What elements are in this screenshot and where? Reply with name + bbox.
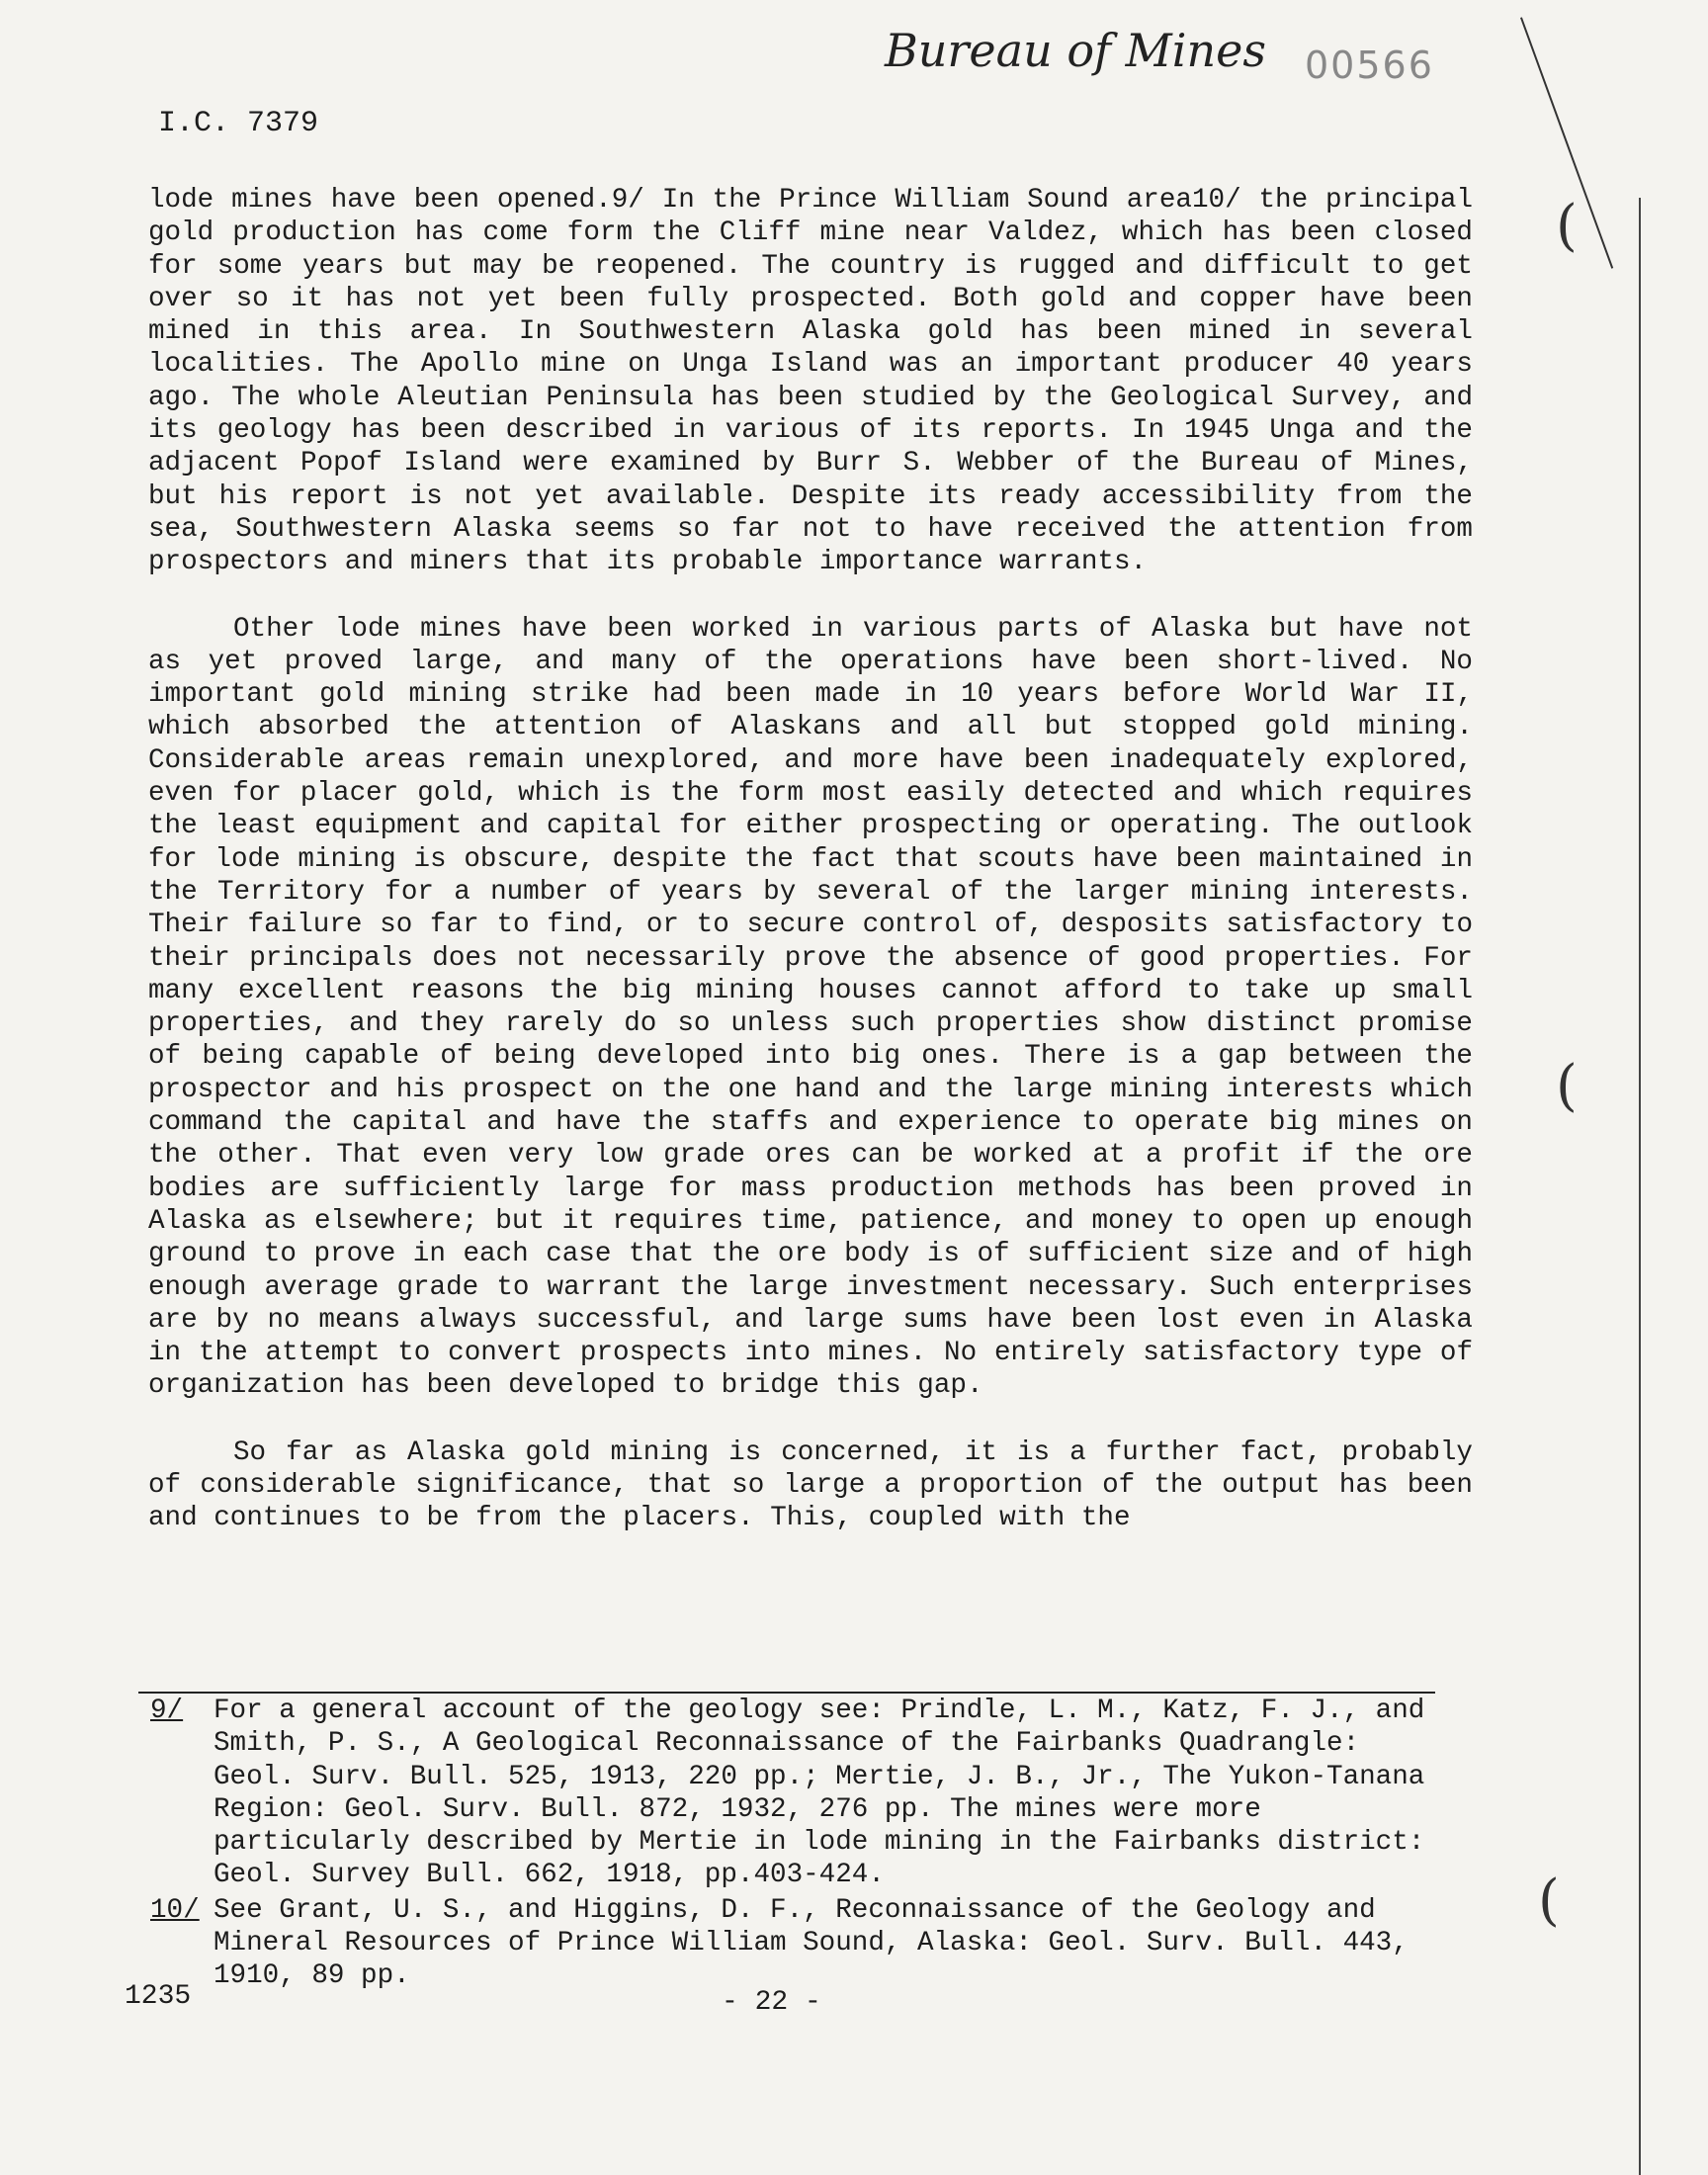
footnote-divider [138,1692,1435,1694]
footnote [128,1894,1443,1993]
paragraph: lode mines have been opened.9/ In the Prince William Sound area10/ the principal gold production has come form the Cliff mine near Valdez, which has been closed for some years but may be reopened. The country is rugged and difficult to get over so it has not yet been fully prospected. Both gold and copper have been mined in this area. In Southwestern Alaska gold has been mined in several localities. The Apollo mine on Unga Island was an important producer 40 years ago. The whole Aleutian Peninsula has been studied by the Geological Survey, and its geology has been described in various of its reports. In 1945 Unga and the adjacent Popof Island were examined by Burr S. Webber of the Bureau of Mines, but his report is not yet available. Despite its ready accessibility from the sea, Southwestern Alaska seems so far not to have received the attention from prospectors and miners that its probable importance warrants. [148,185,1473,578]
footnote-text: See Grant, U. S., and Higgins, D. F., Reconnaissance of the Geology and Mineral Resources of Prince William Sound, Alaska: Geol. Surv. Bull. 443, 1910, 89 pp. [214,1894,1409,1992]
handwritten-note: Bureau of Mines [885,24,1266,77]
page-edge-line [1639,198,1641,2175]
report-id: I.C. 7379 [158,107,319,140]
punch-hole-mark: ( [1556,194,1578,258]
document-code: 1235 [125,1981,192,2012]
footnote-text: For a general account of the geology see: Prindle, L. M., Katz, F. J., and Smith, P. S., A Geological Reconnaissance of the Fairbanks Quadrangle: Geol. Surv. Bull. 525, 1913, 220 pp.; Mertie, J. B., Jr., The Yukon-Tanana Region: Geol. Surv. Bull. 872, 1932, 276 pp. The mines were more particularly described by Mertie in lode mining in the Fairbanks district: Geol. Survey Bull. 662, 1918, pp.403-424. [214,1696,1425,1891]
punch-hole-mark: ( [1556,1054,1578,1118]
punch-hole-mark: ( [1538,1869,1560,1933]
footnote-marker: 9/ [150,1696,184,1726]
paragraph: So far as Alaska gold mining is concerned, it is a further fact, probably of considerable significance, that so large a proportion of the output has been and continues to be from the placers. This, coupled with the [148,1436,1473,1534]
footnote [128,1695,1443,1892]
paragraph: Other lode mines have been worked in various parts of Alaska but have not as yet proved large, and many of the operations have been short-lived. No important gold mining strike had been made in 10 years before World War II, which absorbed the attention of Alaskans and all but stopped gold mining. Considerable areas remain unexplored, and more have been inadequately explored, even for placer gold, which is the form most easily detected and which requires the least equipment and capital for either prospecting or operating. The outlook for lode mining is obscure, despite the fact that scouts have been maintained in the Territory for a number of years by several of the larger mining interests. Their failure so far to find, or to secure control of, desposits satisfactory to their principals does not necessarily prove the absence of good properties. For many excellent reasons the big mining houses cannot afford to take up small properties, and they rarely do so unless such properties show distinct promise of being capable of being developed into big ones. There is a gap between the prospector and his prospect on the one hand and the large mining interests which command the capital and have the staffs and experience to operate big mines on the other. That even very low grade ores can be worked at a profit if the ore bodies are sufficiently large for mass production methods has been proved in Alaska as elsewhere; but it requires time, patience, and money to open up enough ground to prove in each case that the ore body is of sufficient size and of high enough average grade to warrant the large investment necessary. Such enterprises are by no means always successful, and large sums have been lost even in Alaska in the attempt to convert prospects into mines. No entirely satisfactory type of organization has been developed to bridge this gap. [148,613,1473,1402]
body-text [148,184,1473,1569]
footnote-marker: 10/ [150,1894,200,1926]
footnotes [128,1695,1443,1995]
page-number: - 22 - [722,1987,821,2018]
stamp-number: 00566 [1305,44,1434,87]
